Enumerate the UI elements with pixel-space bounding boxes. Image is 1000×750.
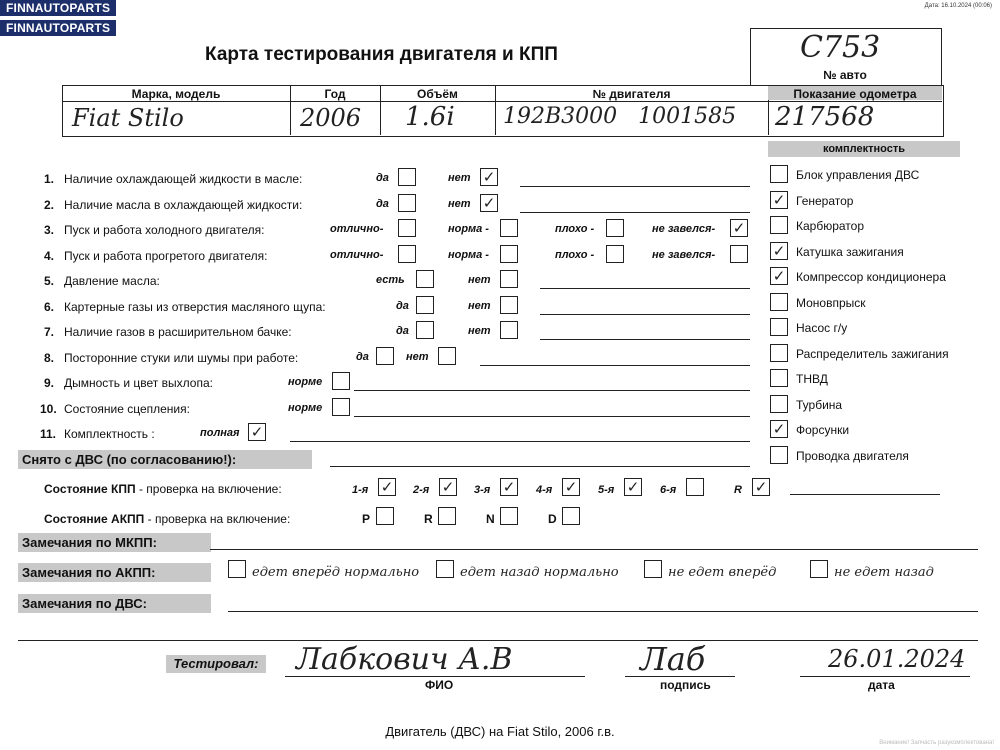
row10-norme-checkbox[interactable] <box>332 398 350 416</box>
tester-name: Лабкович А.В <box>296 642 513 677</box>
kit-checkbox[interactable]: ✓ <box>770 420 788 438</box>
row6-line <box>540 314 750 315</box>
opt-net: нет <box>468 274 491 286</box>
signature: Лаб <box>640 640 706 678</box>
kpp-line <box>790 494 940 495</box>
checklist-text: Наличие газов в расширительном бачке: <box>64 325 292 339</box>
gear-checkbox[interactable]: ✓ <box>439 478 457 496</box>
row4-ploho-checkbox[interactable] <box>606 245 624 263</box>
row8-net-checkbox[interactable] <box>438 347 456 365</box>
kit-checkbox[interactable] <box>770 165 788 183</box>
checklist-text: Наличие охлаждающей жидкости в масле: <box>64 172 303 186</box>
gear-label: 1-я <box>352 484 369 496</box>
checklist-text: Давление масла: <box>64 274 160 288</box>
gear-checkbox[interactable]: ✓ <box>378 478 396 496</box>
row6-da-checkbox[interactable] <box>416 296 434 314</box>
opt-da: да <box>396 299 409 312</box>
row11-line <box>290 441 750 442</box>
odometer-label: Показание одометра <box>793 87 917 101</box>
kit-item-label: Карбюратор <box>796 219 865 233</box>
row8-line <box>480 365 750 366</box>
akpp-mode-checkbox[interactable] <box>438 507 456 525</box>
kit-item-label: Катушка зажигания <box>796 244 904 259</box>
opt-norme: норме <box>288 401 323 414</box>
remarks-mkpp-line <box>210 549 978 550</box>
akpp-mode-label: P <box>362 512 371 526</box>
kit-item-label: Турбина <box>796 397 843 412</box>
sign-line <box>625 676 735 677</box>
test-date: 26.01.2024 <box>828 645 966 673</box>
remarks-mkpp-label: Замечания по МКПП: <box>18 533 211 552</box>
opt-net: нет <box>448 197 471 210</box>
kit-checkbox[interactable]: ✓ <box>770 242 788 260</box>
row7-da-checkbox[interactable] <box>416 321 434 339</box>
akpp-mode-checkbox[interactable] <box>376 507 394 525</box>
checklist-text: Состояние сцепления: <box>64 401 190 416</box>
remarks-akpp-label: Замечания по АКПП: <box>18 563 211 582</box>
engine-value: 192B3000 1001585 <box>503 104 737 129</box>
row4-otlichno-checkbox[interactable] <box>398 245 416 263</box>
row3-norma-checkbox[interactable] <box>500 219 518 237</box>
row1-net-checkbox[interactable]: ✓ <box>480 168 498 186</box>
row7-net-checkbox[interactable] <box>500 321 518 339</box>
opt-net: нет <box>468 299 491 312</box>
opt-norme: норме <box>288 376 323 388</box>
row3-otlichno-checkbox[interactable] <box>398 219 416 237</box>
akpp-mode-checkbox[interactable] <box>562 507 580 525</box>
kit-checkbox[interactable] <box>770 216 788 234</box>
print-date: Дата: 16.10.2024 (00:06) <box>924 3 992 9</box>
akpp-suffix: - проверка на включение: <box>147 512 291 526</box>
akpp-mode-label: D <box>548 512 557 526</box>
volume-label: Объём <box>417 87 458 101</box>
checklist-number: 1. <box>44 172 55 186</box>
checklist-number: 9. <box>44 376 55 390</box>
row2-line <box>520 212 750 213</box>
akpp-label: Состояние АКПП <box>44 512 145 526</box>
row1-da-checkbox[interactable] <box>398 168 416 186</box>
row2-da-checkbox[interactable] <box>398 194 416 212</box>
opt-ploho: плохо - <box>555 248 595 261</box>
opt-ploho: плохо - <box>555 223 595 235</box>
checklist-number: 10. <box>40 401 57 416</box>
odometer-value: 217568 <box>775 102 875 132</box>
kit-checkbox[interactable]: ✓ <box>770 191 788 209</box>
checklist-number: 4. <box>44 248 55 263</box>
kit-checkbox[interactable] <box>770 344 788 362</box>
remarks-extra-line <box>18 640 978 641</box>
opt-da: да <box>376 197 389 210</box>
opt-net: нет <box>448 172 471 184</box>
row5-net-checkbox[interactable] <box>500 270 518 288</box>
opt-da: да <box>396 325 409 337</box>
checklist-number: 2. <box>44 197 55 212</box>
checklist-text: Картерные газы из отверстия масляного щупа: <box>64 299 326 314</box>
checklist-number: 11. <box>40 427 57 441</box>
removed-line <box>330 466 750 467</box>
checklist-text: Комплектность : <box>64 427 155 441</box>
gear-label: 2-я <box>413 484 430 496</box>
akpp-row <box>44 512 290 526</box>
row4-ne-zavelsya-checkbox[interactable] <box>730 245 748 263</box>
checklist-text: Посторонние стуки или шумы при работе: <box>64 350 299 365</box>
kit-checkbox[interactable] <box>770 318 788 336</box>
row1-line <box>520 186 750 187</box>
kit-item-label: Блок управления ДВС <box>796 168 920 182</box>
gear-label: 4-я <box>536 484 553 496</box>
akpp-remark-checkbox[interactable] <box>644 560 662 578</box>
gear-label: R <box>734 484 742 496</box>
row10-line <box>354 416 750 417</box>
checklist-text: Дымность и цвет выхлопа: <box>64 376 213 390</box>
row8-da-checkbox[interactable] <box>376 347 394 365</box>
page-title: Карта тестирования двигателя и КПП <box>205 44 558 65</box>
opt-da: да <box>356 350 369 363</box>
make-label: Марка, модель <box>131 87 221 101</box>
kpp-row <box>44 482 282 496</box>
sign-label: подпись <box>660 678 711 692</box>
opt-norma: норма - <box>448 248 489 261</box>
akpp-remark-label: едет назад нормально <box>460 565 619 580</box>
opt-ne-zavelsya: не завелся- <box>652 248 716 261</box>
fio-line <box>285 676 585 677</box>
kit-checkbox[interactable] <box>770 395 788 413</box>
removed-label: Снято с ДВС (по согласованию!): <box>18 450 312 469</box>
row2-net-checkbox[interactable]: ✓ <box>480 194 498 212</box>
kit-item-label: Моновпрыск <box>796 295 866 310</box>
row9-line <box>354 390 750 391</box>
tested-label: Тестировал: <box>166 655 266 673</box>
akpp-remark-checkbox[interactable] <box>810 560 828 578</box>
remarks-dvs-label: Замечания по ДВС: <box>18 594 211 613</box>
kit-checkbox[interactable]: ✓ <box>770 267 788 285</box>
watermark-logo-2: FINNAUTOPARTS <box>0 20 116 36</box>
opt-net: нет <box>406 350 429 363</box>
remarks-dvs-line <box>228 611 978 612</box>
volume-value: 1.6i <box>405 102 455 132</box>
akpp-remark-label: не едет назад <box>834 565 934 580</box>
opt-net: нет <box>468 325 491 337</box>
gear-label: 5-я <box>598 484 615 496</box>
row7-line <box>540 339 750 340</box>
year-label: Год <box>324 87 346 101</box>
row3-ne-zavelsya-checkbox[interactable]: ✓ <box>730 219 748 237</box>
kit-checkbox[interactable] <box>770 293 788 311</box>
gear-checkbox[interactable]: ✓ <box>500 478 518 496</box>
akpp-remark-label: едет вперёд нормально <box>252 565 420 580</box>
car-number-value: C753 <box>800 30 881 65</box>
make-value: Fiat Stilo <box>72 104 184 132</box>
gear-label: 6-я <box>660 484 677 496</box>
opt-otlichno: отлично- <box>330 223 384 235</box>
kit-checkbox[interactable] <box>770 446 788 464</box>
checklist-number: 8. <box>44 350 55 365</box>
opt-da: да <box>376 172 389 184</box>
kit-item-label: Распределитель зажигания <box>796 346 949 361</box>
checklist-number: 6. <box>44 299 55 314</box>
corner-note: Внимание! Запчасть разукомплектована! <box>879 740 994 746</box>
opt-otlichno: отлично- <box>330 248 384 261</box>
kit-header: комплектность <box>768 141 960 157</box>
akpp-mode-checkbox[interactable] <box>500 507 518 525</box>
kpp-suffix: - проверка на включение: <box>138 482 282 496</box>
car-number-label: № авто <box>823 68 867 82</box>
engine-label: № двигателя <box>592 87 671 101</box>
row9-norme-checkbox[interactable] <box>332 372 350 390</box>
checklist-text: Пуск и работа прогретого двигателя: <box>64 248 268 263</box>
kpp-label: Состояние КПП <box>44 482 136 496</box>
row3-ploho-checkbox[interactable] <box>606 219 624 237</box>
kit-item-label: Компрессор кондиционера <box>796 270 946 284</box>
watermark-logo: FINNAUTOPARTS <box>0 0 116 16</box>
akpp-mode-label: R <box>424 512 433 526</box>
kit-item-label: Проводка двигателя <box>796 448 909 463</box>
checklist-number: 7. <box>44 325 55 339</box>
date-line <box>800 676 970 677</box>
gear-checkbox[interactable] <box>686 478 704 496</box>
fio-label: ФИО <box>425 678 454 692</box>
gear-checkbox[interactable]: ✓ <box>752 478 770 496</box>
gear-label: 3-я <box>474 484 491 496</box>
checklist-number: 3. <box>44 223 55 237</box>
checklist-text: Наличие масла в охлаждающей жидкости: <box>64 197 303 212</box>
gear-checkbox[interactable]: ✓ <box>624 478 642 496</box>
year-value: 2006 <box>300 104 362 132</box>
kit-checkbox[interactable] <box>770 369 788 387</box>
row6-net-checkbox[interactable] <box>500 296 518 314</box>
checklist-text: Пуск и работа холодного двигателя: <box>64 223 265 237</box>
opt-polnaya: полная <box>200 427 240 439</box>
akpp-remark-checkbox[interactable] <box>228 560 246 578</box>
image-caption: Двигатель (ДВС) на Fiat Stilo, 2006 г.в. <box>385 724 615 739</box>
opt-est: есть <box>376 274 405 286</box>
opt-ne-zavelsya: не завелся- <box>652 223 716 235</box>
row4-norma-checkbox[interactable] <box>500 245 518 263</box>
checklist-number: 5. <box>44 274 55 288</box>
date-label: дата <box>868 678 895 692</box>
row5-est-checkbox[interactable] <box>416 270 434 288</box>
kit-item-label: Насос г/у <box>796 321 848 335</box>
akpp-mode-label: N <box>486 512 495 526</box>
kit-item-label: ТНВД <box>796 372 828 386</box>
row11-polnaya-checkbox[interactable]: ✓ <box>248 423 266 441</box>
kit-item-label: Форсунки <box>796 423 850 437</box>
akpp-remark-label: не едет вперёд <box>668 565 777 580</box>
row5-line <box>540 288 750 289</box>
gear-checkbox[interactable]: ✓ <box>562 478 580 496</box>
opt-norma: норма - <box>448 223 489 235</box>
akpp-remark-checkbox[interactable] <box>436 560 454 578</box>
kit-item-label: Генератор <box>796 193 854 208</box>
